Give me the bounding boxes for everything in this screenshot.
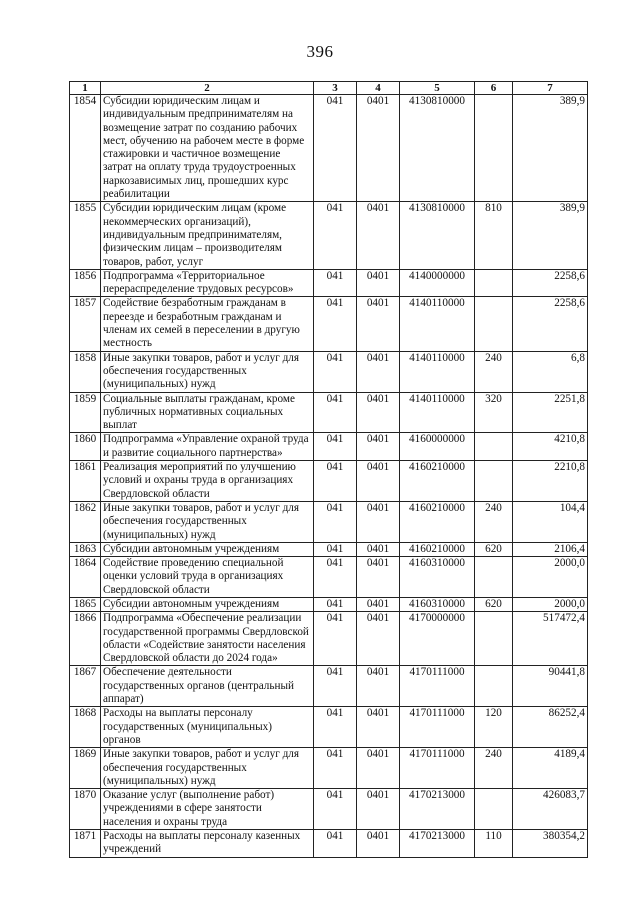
row-code-section: 0401: [357, 433, 400, 461]
row-code-target: 4140110000: [400, 392, 475, 433]
row-amount: 426083,7: [513, 789, 588, 830]
row-code-ministry: 041: [314, 95, 357, 202]
row-name: Иные закупки товаров, работ и услуг для обеспечения государственных (муниципальных) нужд: [101, 748, 314, 789]
row-amount: 2106,4: [513, 542, 588, 556]
header-cell: 6: [475, 82, 513, 95]
row-number: 1865: [70, 597, 101, 611]
row-code-section: 0401: [357, 351, 400, 392]
header-cell: 7: [513, 82, 588, 95]
row-number: 1862: [70, 501, 101, 542]
row-number: 1856: [70, 269, 101, 297]
row-code-target: 4170213000: [400, 789, 475, 830]
header-cell: 1: [70, 82, 101, 95]
row-code-ministry: 041: [314, 501, 357, 542]
row-code-section: 0401: [357, 392, 400, 433]
row-code-target: 4160000000: [400, 433, 475, 461]
row-name: Расходы на выплаты персоналу казенных учреждений: [101, 830, 314, 858]
row-code-section: 0401: [357, 612, 400, 666]
row-number: 1869: [70, 748, 101, 789]
table-header-row: [70, 82, 588, 95]
row-code-ministry: 041: [314, 830, 357, 858]
table-row: [70, 95, 588, 202]
table-row: [70, 269, 588, 297]
row-amount: 2258,6: [513, 269, 588, 297]
row-code-expense-type: 240: [475, 351, 513, 392]
row-code-target: 4160210000: [400, 542, 475, 556]
row-amount: 104,4: [513, 501, 588, 542]
table-row: [70, 830, 588, 858]
table-row: [70, 612, 588, 666]
row-code-section: 0401: [357, 748, 400, 789]
row-code-target: 4170111000: [400, 707, 475, 748]
row-code-expense-type: [475, 666, 513, 707]
row-amount: 4210,8: [513, 433, 588, 461]
row-amount: 2210,8: [513, 461, 588, 502]
row-code-ministry: 041: [314, 597, 357, 611]
row-code-expense-type: [475, 789, 513, 830]
table-row: [70, 789, 588, 830]
row-code-section: 0401: [357, 557, 400, 598]
table-row: [70, 433, 588, 461]
row-code-expense-type: [475, 433, 513, 461]
row-code-section: 0401: [357, 461, 400, 502]
row-code-target: 4160210000: [400, 461, 475, 502]
row-number: 1863: [70, 542, 101, 556]
row-number: 1854: [70, 95, 101, 202]
row-code-ministry: 041: [314, 666, 357, 707]
row-code-section: 0401: [357, 542, 400, 556]
row-number: 1858: [70, 351, 101, 392]
table-row: [70, 666, 588, 707]
row-code-target: 4160310000: [400, 597, 475, 611]
row-code-section: 0401: [357, 830, 400, 858]
row-number: 1860: [70, 433, 101, 461]
row-name: Субсидии автономным учреждениям: [101, 542, 314, 556]
row-code-expense-type: 620: [475, 542, 513, 556]
row-amount: 517472,4: [513, 612, 588, 666]
row-code-ministry: 041: [314, 269, 357, 297]
row-amount: 4189,4: [513, 748, 588, 789]
row-code-ministry: 041: [314, 202, 357, 269]
row-number: 1859: [70, 392, 101, 433]
row-amount: 389,9: [513, 95, 588, 202]
row-amount: 389,9: [513, 202, 588, 269]
row-code-target: 4170213000: [400, 830, 475, 858]
row-code-ministry: 041: [314, 297, 357, 351]
row-code-section: 0401: [357, 95, 400, 202]
row-amount: 2000,0: [513, 557, 588, 598]
row-number: 1866: [70, 612, 101, 666]
row-code-ministry: 041: [314, 433, 357, 461]
row-code-expense-type: [475, 297, 513, 351]
table-row: [70, 707, 588, 748]
header-cell: 4: [357, 82, 400, 95]
row-name: Иные закупки товаров, работ и услуг для обеспечения государственных (муниципальных) нужд: [101, 351, 314, 392]
row-code-section: 0401: [357, 202, 400, 269]
row-name: Иные закупки товаров, работ и услуг для обеспечения государственных (муниципальных) нужд: [101, 501, 314, 542]
row-code-expense-type: [475, 95, 513, 202]
row-code-target: 4140110000: [400, 351, 475, 392]
table-row: [70, 202, 588, 269]
row-code-expense-type: 240: [475, 748, 513, 789]
row-code-target: 4160210000: [400, 501, 475, 542]
row-code-target: 4170111000: [400, 748, 475, 789]
row-code-section: 0401: [357, 789, 400, 830]
row-name: Содействие безработным гражданам в переезде и безработным гражданам и членам их семей в переселении в другую местность: [101, 297, 314, 351]
row-code-expense-type: 240: [475, 501, 513, 542]
row-name: Субсидии юридическим лицам (кроме некоммерческих организаций), индивидуальным предпринимателям, физическим лицам – производителям товаров, работ, услуг: [101, 202, 314, 269]
row-code-ministry: 041: [314, 789, 357, 830]
row-amount: 86252,4: [513, 707, 588, 748]
row-name: Расходы на выплаты персоналу государственных (муниципальных) органов: [101, 707, 314, 748]
row-code-section: 0401: [357, 297, 400, 351]
row-number: 1868: [70, 707, 101, 748]
row-amount: 2000,0: [513, 597, 588, 611]
row-name: Подпрограмма «Управление охраной труда и развитие социального партнерства»: [101, 433, 314, 461]
table-row: [70, 748, 588, 789]
page-number: 396: [306, 42, 334, 61]
row-number: 1867: [70, 666, 101, 707]
row-number: 1870: [70, 789, 101, 830]
row-name: Обеспечение деятельности государственных органов (центральный аппарат): [101, 666, 314, 707]
row-code-expense-type: 120: [475, 707, 513, 748]
row-name: Социальные выплаты гражданам, кроме публичных нормативных социальных выплат: [101, 392, 314, 433]
row-code-section: 0401: [357, 501, 400, 542]
row-name: Субсидии автономным учреждениям: [101, 597, 314, 611]
row-code-expense-type: [475, 461, 513, 502]
row-code-ministry: 041: [314, 542, 357, 556]
row-number: 1855: [70, 202, 101, 269]
row-code-target: 4160310000: [400, 557, 475, 598]
header-cell: 5: [400, 82, 475, 95]
row-name: Оказание услуг (выполнение работ) учреждениями в сфере занятости населения и охраны труда: [101, 789, 314, 830]
row-name: Подпрограмма «Обеспечение реализации государственной программы Свердловской области «Содействие занятости населения Свердловской области до 2024 года»: [101, 612, 314, 666]
row-code-expense-type: [475, 612, 513, 666]
row-code-expense-type: 320: [475, 392, 513, 433]
row-number: 1857: [70, 297, 101, 351]
row-code-expense-type: 810: [475, 202, 513, 269]
row-amount: 2258,6: [513, 297, 588, 351]
row-code-expense-type: [475, 269, 513, 297]
header-cell: 2: [101, 82, 314, 95]
row-code-target: 4140110000: [400, 297, 475, 351]
row-code-expense-type: [475, 557, 513, 598]
table-row: [70, 461, 588, 502]
table-row: [70, 597, 588, 611]
row-code-ministry: 041: [314, 557, 357, 598]
row-code-expense-type: 620: [475, 597, 513, 611]
row-code-target: 4140000000: [400, 269, 475, 297]
row-code-expense-type: 110: [475, 830, 513, 858]
row-code-ministry: 041: [314, 461, 357, 502]
row-code-section: 0401: [357, 707, 400, 748]
row-code-ministry: 041: [314, 351, 357, 392]
table-row: [70, 542, 588, 556]
row-number: 1871: [70, 830, 101, 858]
row-code-target: 4170111000: [400, 666, 475, 707]
table-row: [70, 351, 588, 392]
row-number: 1864: [70, 557, 101, 598]
row-code-target: 4170000000: [400, 612, 475, 666]
row-code-target: 4130810000: [400, 202, 475, 269]
table-row: [70, 392, 588, 433]
row-code-target: 4130810000: [400, 95, 475, 202]
table-row: [70, 297, 588, 351]
header-cell: 3: [314, 82, 357, 95]
row-number: 1861: [70, 461, 101, 502]
row-code-section: 0401: [357, 666, 400, 707]
row-name: Содействие проведению специальной оценки условий труда в организациях Свердловской области: [101, 557, 314, 598]
row-name: Подпрограмма «Территориальное перераспределение трудовых ресурсов»: [101, 269, 314, 297]
row-code-ministry: 041: [314, 612, 357, 666]
row-amount: 380354,2: [513, 830, 588, 858]
row-code-section: 0401: [357, 269, 400, 297]
table-row: [70, 501, 588, 542]
row-amount: 6,8: [513, 351, 588, 392]
row-amount: 90441,8: [513, 666, 588, 707]
row-name: Реализация мероприятий по улучшению условий и охраны труда в организациях Свердловской области: [101, 461, 314, 502]
row-amount: 2251,8: [513, 392, 588, 433]
budget-table: [69, 81, 588, 858]
row-code-ministry: 041: [314, 748, 357, 789]
row-name: Субсидии юридическим лицам и индивидуальным предпринимателям на возмещение затрат по созданию рабочих мест, обучению на рабочем месте в форме стажировки и частичное возмещение затрат на оплату труда трудоустроенных наркозависимых лиц, прошедших курс реабилитации: [101, 95, 314, 202]
table-row: [70, 557, 588, 598]
row-code-section: 0401: [357, 597, 400, 611]
row-code-ministry: 041: [314, 707, 357, 748]
row-code-ministry: 041: [314, 392, 357, 433]
